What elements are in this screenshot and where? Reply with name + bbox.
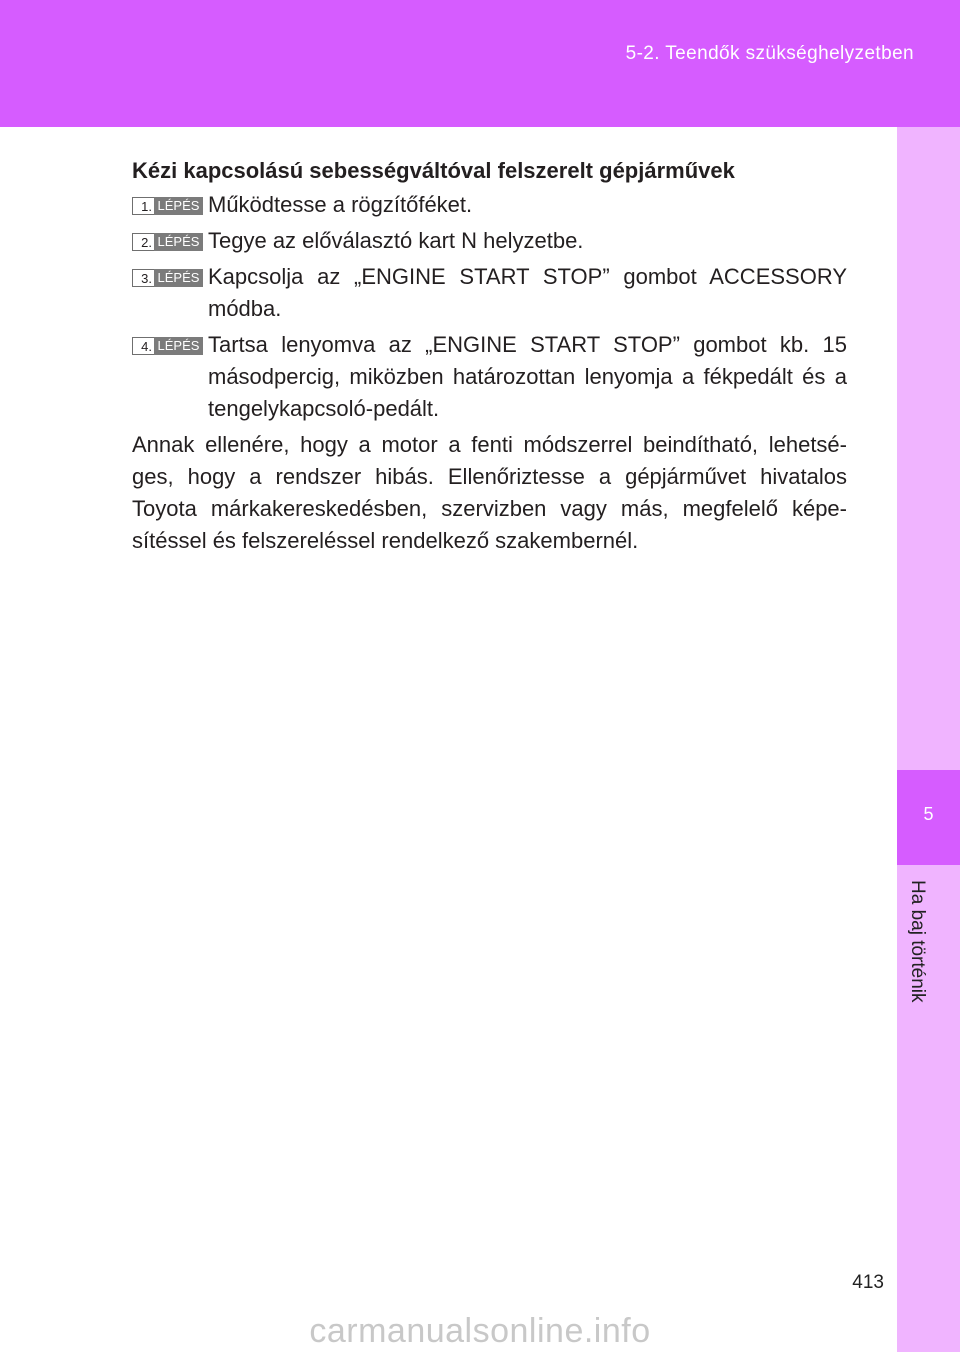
- section-heading: Kézi kapcsolású sebességváltóval felszerelt gépjárművek: [132, 158, 735, 183]
- step-label: LÉPÉS: [154, 269, 203, 287]
- step-text: Tegye az előválasztó kart N helyzetbe.: [208, 228, 584, 253]
- step-label: LÉPÉS: [154, 197, 203, 215]
- step-text: Tartsa lenyomva az „ENGINE START STOP” gombot kb. 15 másodpercig, miközben határozottan lenyomja a fékpedált és a tengelykapcsoló-pedált.: [208, 332, 847, 421]
- side-tab: [897, 127, 960, 1352]
- step-badge: [132, 233, 203, 251]
- header-band: [0, 0, 960, 127]
- step-item: [132, 261, 847, 325]
- chapter-tab[interactable]: [897, 770, 960, 865]
- step-item: [132, 189, 847, 221]
- step-text: Kapcsolja az „ENGINE START STOP” gombot ACCESSORY módba.: [208, 264, 847, 321]
- step-label: LÉPÉS: [154, 233, 203, 251]
- chapter-name: Ha baj történik: [907, 880, 928, 1003]
- step-text: Működtesse a rögzítőféket.: [208, 192, 473, 217]
- page-number: 413: [852, 1272, 884, 1293]
- step-item: [132, 225, 847, 257]
- step-badge: [132, 337, 203, 355]
- step-label: LÉPÉS: [154, 337, 203, 355]
- step-number: 4.: [132, 337, 154, 355]
- note-paragraph: Annak ellenére, hogy a motor a fenti módszerrel beindítható, lehetsé-ges, hogy a rendszer hibás. Ellenőriztesse a gépjárművet hivatalos Toyota márkakereskedésben, szervizben vagy más, megfelelő képe-sítéssel és felszereléssel rendelkező szakembernél.: [132, 432, 847, 553]
- step-item: [132, 329, 847, 425]
- step-number: 2.: [132, 233, 154, 251]
- section-title: 5-2. Teendők szükséghelyzetben: [625, 43, 914, 64]
- step-number: 3.: [132, 269, 154, 287]
- step-number: 1.: [132, 197, 154, 215]
- chapter-number: 5: [923, 804, 934, 824]
- step-badge: [132, 197, 203, 215]
- page-content: [132, 155, 847, 557]
- step-badge: [132, 269, 203, 287]
- watermark: carmanualsonline.info: [309, 1312, 651, 1350]
